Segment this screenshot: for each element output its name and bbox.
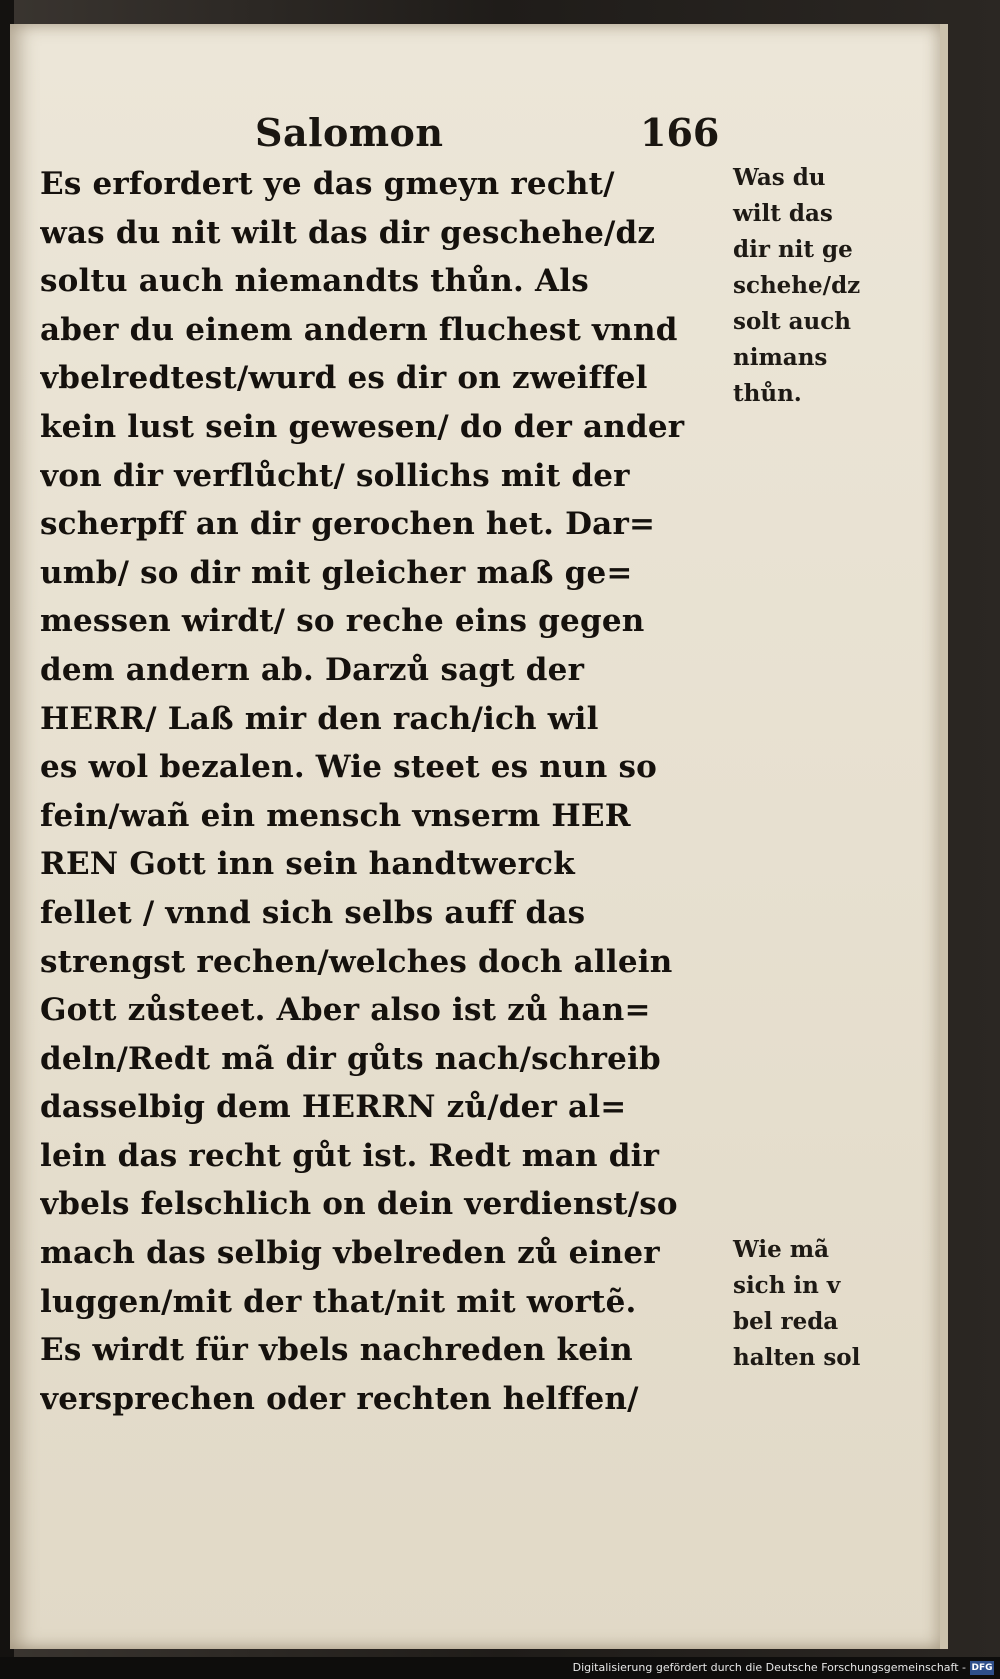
- text-line: strengst rechen/welches doch allein: [40, 943, 673, 980]
- text-line: vbels felschlich on dein verdienst/so: [40, 1186, 678, 1223]
- text-line: dasselbig dem HERRN zů/der al=: [40, 1089, 627, 1126]
- margin-note-line: sich in v: [733, 1272, 841, 1299]
- text-line: luggen/mit der that/nit mit wortẽ.: [40, 1283, 637, 1320]
- text-line: vbelredtest/wurd es dir on zweiffel: [40, 360, 648, 397]
- margin-note: [733, 1232, 883, 1376]
- text-line: was du nit wilt das dir geschehe/dz: [40, 214, 656, 251]
- text-line: soltu auch niemandts thůn. Als: [40, 263, 589, 300]
- text-line: es wol bezalen. Wie steet es nun so: [40, 749, 658, 786]
- body-text: [40, 160, 755, 1423]
- text-line: von dir verflůcht/ sollichs mit der: [40, 457, 630, 494]
- text-line: REN Gott inn sein handtwerck: [40, 846, 575, 883]
- dfg-logo-icon: DFG: [971, 1663, 993, 1673]
- margin-note-line: halten sol: [733, 1344, 861, 1371]
- text-line: fein/wañ ein mensch vnserm HER: [40, 797, 631, 834]
- text-line: deln/Redt mã dir gůts nach/schreib: [40, 1040, 661, 1077]
- margin-note-line: Was du: [733, 164, 826, 191]
- margin-note-line: solt auch: [733, 308, 852, 335]
- text-line: messen wirdt/ so reche eins gegen: [40, 603, 645, 640]
- text-line: Es wirdt für vbels nachreden kein: [40, 1332, 633, 1369]
- margin-note-line: nimans: [733, 344, 828, 371]
- margin-note-line: bel reda: [733, 1308, 839, 1335]
- text-line: Gott zůsteet. Aber also ist zů han=: [40, 992, 651, 1029]
- page-edge: [940, 24, 948, 1649]
- text-line: kein lust sein gewesen/ do der ander: [40, 408, 685, 445]
- running-head: Salomon: [255, 110, 444, 155]
- text-line: mach das selbig vbelreden zů einer: [40, 1235, 660, 1272]
- margin-note-line: dir nit ge: [733, 236, 853, 263]
- text-line: fellet / vnnd sich selbs auff das: [40, 894, 586, 931]
- text-line: scherpff an dir gerochen het. Dar=: [40, 506, 656, 543]
- margin-note-line: schehe/dz: [733, 272, 861, 299]
- text-line: dem andern ab. Darzů sagt der: [40, 651, 585, 688]
- footer-credit: Digitalisierung gefördert durch die Deutsche Forschungsgemeinschaft -: [572, 1661, 966, 1674]
- text-line: umb/ so dir mit gleicher maß ge=: [40, 554, 633, 591]
- margin-note-line: Wie mã: [733, 1236, 830, 1263]
- text-line: lein das recht gůt ist. Redt man dir: [40, 1137, 660, 1174]
- text-line: Es erfordert ye das gmeyn recht/: [40, 166, 615, 202]
- page-number: 166: [640, 110, 720, 155]
- text-line: HERR/ Laß mir den rach/ich wil: [40, 700, 599, 737]
- margin-note-line: thůn.: [733, 380, 802, 407]
- margin-note: [733, 160, 883, 412]
- text-line: versprechen oder rechten helffen/: [40, 1380, 639, 1417]
- text-line: aber du einem andern fluchest vnnd: [40, 311, 678, 348]
- margin-note-line: wilt das: [733, 200, 833, 227]
